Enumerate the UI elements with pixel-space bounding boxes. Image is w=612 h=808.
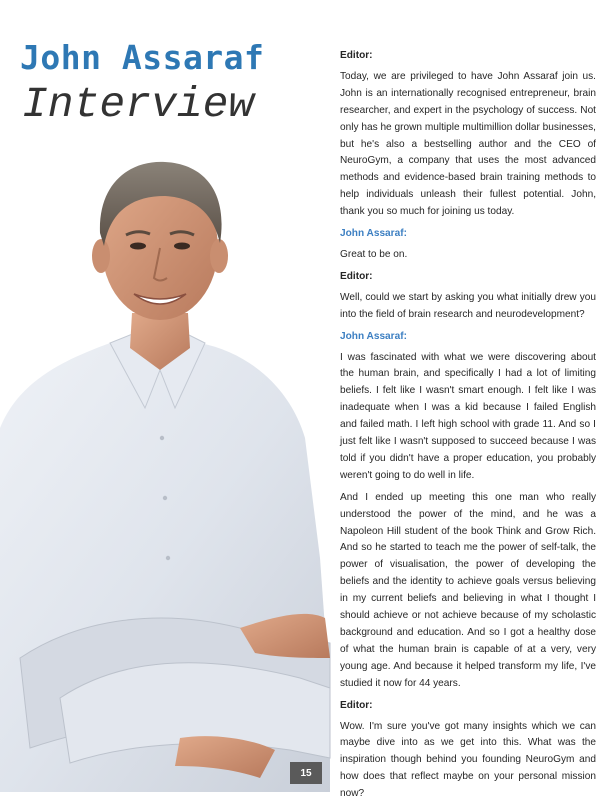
dialogue-paragraph: And I ended up meeting this one man who really understood the power of the mind, and he was a Napoleon Hill student of the book Think and Grow Rich. And so he started to teach me the power of self-talk, the power of visualisation, the power of developing the beliefs and the identity to achieve goals versus believing in my current beliefs and believing in what I thought I should achieve or not achieve because of my scholastic background and education. And so I got a healthy dose of what the human brain is capable of at a very, very young age. And because it helped transform my life, I've studied it now for 44 years. [340,491,596,689]
speaker-label: John Assaraf: [340,228,407,240]
speaker-label: Editor: [340,699,373,711]
interviewee-name: John Assaraf [20,38,265,77]
speaker-label: Editor: [340,50,373,61]
dialogue-paragraph: Well, could we start by asking you what initially drew you into the field of brain research and neurodevelopment? [340,291,596,320]
speaker-label: John Assaraf: [340,330,407,342]
speaker-label: Editor: [340,270,373,282]
turn-guest-answer-1 [340,329,596,693]
portrait-photo [0,138,330,792]
interview-transcript [340,48,596,808]
page-number-badge: 15 [290,762,322,784]
dialogue-paragraph: Wow. I'm sure you've got many insights which we can maybe dive into as we get into this. What was the inspiration though behind you founding NeuroGym and how does that reflect maybe on your personal mission now? [340,720,596,800]
dialogue-paragraph: Great to be on. [340,248,408,260]
turn-guest-greeting [340,226,596,264]
turn-editor-question-1 [340,269,596,324]
turn-editor-question-2 [340,698,596,803]
dialogue-paragraph: Today, we are privileged to have John Assaraf join us. John is an internationally recognised entrepreneur, brain researcher, and expert in the psychology of success. Not only has he grown multiple multimillion dollar businesses, but he's also a bestselling author and the CEO of NeuroGym, a company that uses the most advanced methods and evidence-based brain training methods to help individuals unleash their fullest potential. John, thank you so much for joining us today. [340,70,596,218]
dialogue-paragraph: I was fascinated with what we were discovering about the human brain, and specifically I had a lot of limiting beliefs. I felt like I wasn't smart enough. I felt like I was inadequate when I was a kid because I failed English and failed math. I left high school with grade 11. And so I just felt like I wasn't supposed to succeed because I was told if you didn't have a proper education, you probably weren't going to do well in life. [340,351,596,481]
turn-editor-intro [340,48,596,221]
interview-label: Interview [22,80,255,129]
